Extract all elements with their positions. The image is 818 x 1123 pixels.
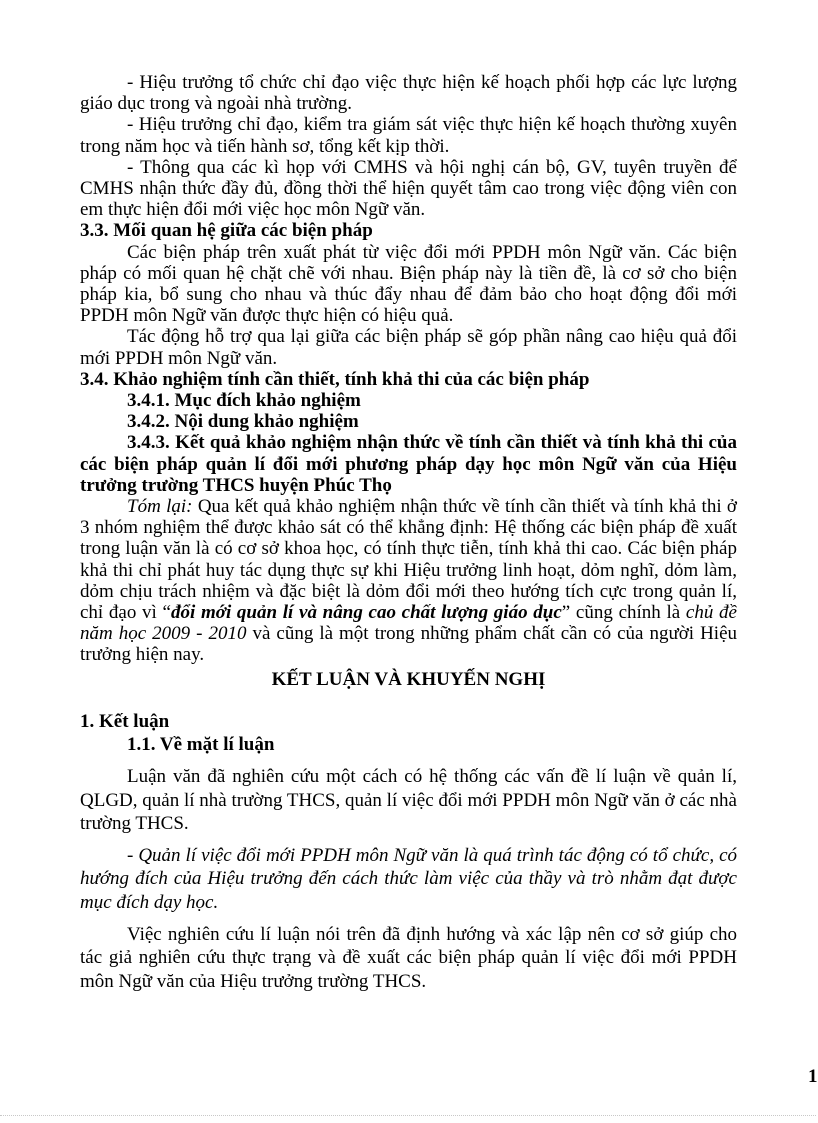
paragraph-summary (80, 496, 737, 666)
summary-lead: Tóm lại: (127, 496, 193, 518)
paragraph-management-definition: - Quản lí việc đổi mới PPDH môn Ngữ văn là quá trình tác động có tổ chức, có hướng đích của Hiệu trưởng đến cách thức làm việc của thầy và trò nhằm đạt được mục đích dạy học. (80, 844, 737, 914)
paragraph-measures-relation: Các biện pháp trên xuất phát từ việc đổi mới PPDH môn Ngữ văn. Các biện pháp có mối quan hệ chặt chẽ với nhau. Biện pháp này là tiền đề, là cơ sở cho biện pháp kia, bổ sung cho nhau và thúc đẩy nhau để đảm bảo cho hoạt động đổi mới PPDH môn Ngữ văn được thực hiện có hiệu quả. (80, 241, 737, 327)
summary-emphasis-2: chủ đề năm học 2009 - 2010 (80, 602, 737, 645)
heading-3-4: 3.4. Khảo nghiệm tính cần thiết, tính khả thi của các biện pháp (80, 368, 590, 390)
heading-3-4-3: 3.4.3. Kết quả khảo nghiệm nhận thức về tính cần thiết và tính khả thi của các biện pháp quản lí đổi mới phương pháp dạy học môn Ngữ văn của Hiệu trưởng trường THCS huyện Phúc Thọ (80, 432, 737, 496)
heading-1-1: 1.1. Về mặt lí luận (127, 734, 275, 756)
summary-emphasis-1: đổi mới quản lí và nâng cao chất lượng giáo dục (170, 602, 562, 624)
paragraph-plan-coordination: - Hiệu trưởng tổ chức chỉ đạo việc thực hiện kế hoạch phối hợp các lực lượng giáo dục trong và ngoài nhà trường. (80, 72, 737, 115)
summary-text-a: Qua kết quả khảo nghiệm nhận thức về tính cần thiết và tính khả thi ở 3 nhóm nghiệm thể được khảo sát có thể khẳng định: Hệ thống các biện pháp đề xuất trong luận văn là có cơ sở khoa học, có tính thực tiễn, tính khả thi cao. Các biện pháp khả thi chỉ phát huy tác dụng thực sự khi Hiệu trưởng linh hoạt, dỏm nghĩ, dỏm làm, dỏm chịu trách nhiệm và đặc biệt là dỏm đổi mới theo hướng tích cực trong quản lí, chỉ đạo vì “ (80, 496, 737, 624)
summary-text-c: và cũng là một trong những phẩm chất cần có của người Hiệu trưởng hiện nay. (80, 623, 738, 666)
section-title: KẾT LUẬN VÀ KHUYẾN NGHỊ (271, 668, 546, 690)
paragraph-research-orientation: Việc nghiên cứu lí luận nói trên đã định hướng và xác lập nên cơ sở giúp cho tác giả nghiên cứu thực trạng và đề xuất các biện pháp quản lí việc đổi mới PPDH môn Ngữ văn của Hiệu trưởng trường THCS. (80, 923, 737, 992)
conclusion-section (80, 710, 737, 994)
paragraph-theory-research: Luận văn đã nghiên cứu một cách có hệ thống các vấn đề lí luận về quản lí, QLGD, quản lí nhà trường THCS, quản lí việc đổi mới PPDH môn Ngữ văn ở các nhà trường THCS. (80, 766, 737, 835)
paragraph-supervision: - Hiệu trưởng chỉ đạo, kiểm tra giám sát việc thực hiện kế hoạch thường xuyên trong năm học và tiến hành sơ, tổng kết kịp thời. (80, 114, 737, 157)
page-number: 1 (808, 1066, 818, 1087)
page-bottom-divider (0, 1115, 816, 1116)
paragraph-parent-meetings: - Thông qua các kì họp với CMHS và hội nghị cán bộ, GV, tuyên truyền để CMHS nhận thức đầy đủ, đồng thời thể hiện quyết tâm cao trong việc động viên con em thực hiện đổi mới việc học môn Ngữ văn. (80, 156, 737, 221)
heading-3-3: 3.3. Mối quan hệ giữa các biện pháp (80, 220, 373, 242)
paragraph-mutual-support: Tác động hỗ trợ qua lại giữa các biện pháp sẽ góp phần nâng cao hiệu quả đổi mới PPDH môn Ngữ văn. (80, 326, 737, 369)
heading-3-4-1: 3.4.1. Mục đích khảo nghiệm (127, 390, 361, 412)
summary-text-b: ” cũng chính là (561, 602, 686, 624)
heading-3-4-2: 3.4.2. Nội dung khảo nghiệm (127, 411, 359, 433)
heading-1: 1. Kết luận (80, 710, 170, 732)
document-body (80, 72, 737, 993)
